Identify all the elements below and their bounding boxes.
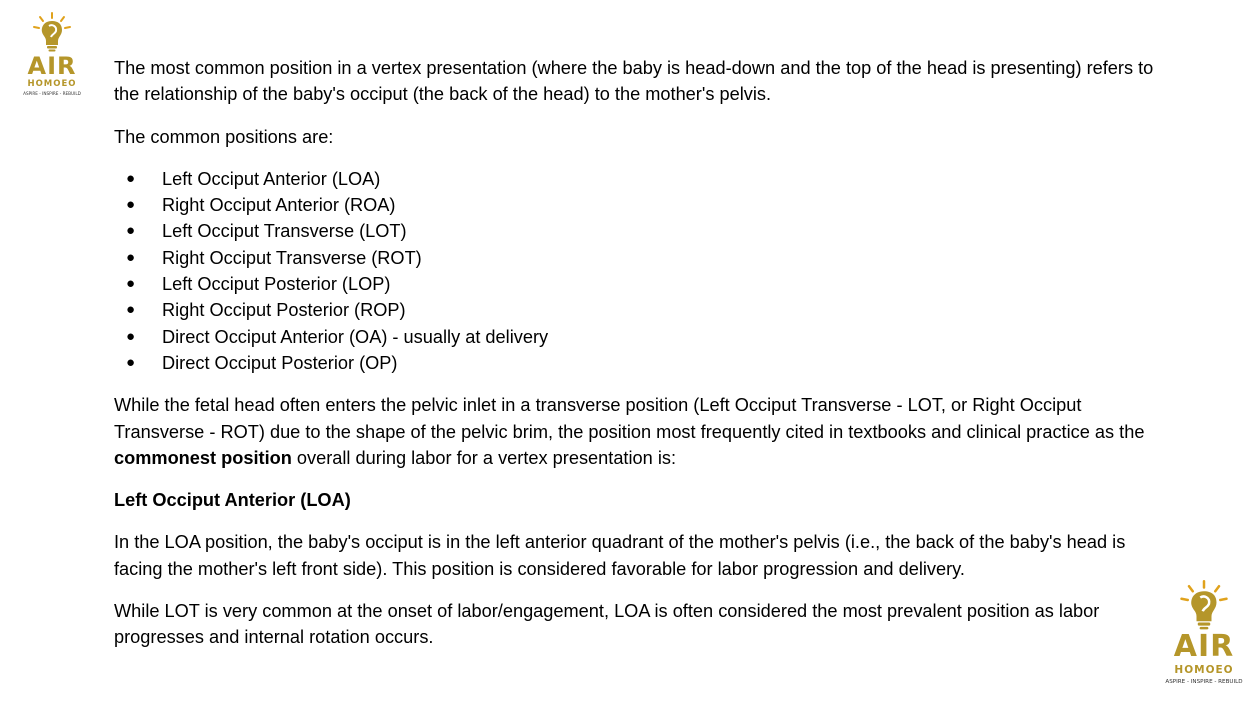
logo-tagline: ASPIRE - INSPIRE - REBUILD <box>1165 678 1243 685</box>
emphasis-text: commonest position <box>114 447 292 468</box>
brand-logo-bottom <box>1157 580 1251 685</box>
intro-paragraph: The most common position in a vertex presentation (where the baby is head-down and the top of the head is presenting) refers to the relationship of the baby's occiput (the back of the head) to the mother's pelvis. <box>114 58 1154 105</box>
list-item <box>114 245 1154 271</box>
list-intro: The common positions are: <box>114 126 334 147</box>
list-item-text: Right Occiput Transverse (ROT) <box>162 247 422 268</box>
document-body <box>114 55 1154 667</box>
logo-subtitle: HOMOEO <box>1174 664 1234 676</box>
lightbulb-head-icon <box>1179 580 1229 630</box>
list-item <box>114 218 1154 244</box>
bullet-icon: ● <box>126 222 136 240</box>
bullet-icon: ● <box>126 353 136 371</box>
list-item-text: Right Occiput Anterior (ROA) <box>162 195 396 216</box>
logo-wordmark: AIR <box>1173 629 1235 664</box>
bullet-icon: ● <box>126 196 136 214</box>
list-item-text: Left Occiput Anterior (LOA) <box>162 168 381 189</box>
brand-logo-top <box>14 12 90 96</box>
transverse-text-end: overall during labor for a vertex presentation is: <box>291 447 677 468</box>
list-item <box>114 166 1154 192</box>
list-item <box>114 271 1154 297</box>
positions-list <box>114 166 1154 376</box>
lightbulb-head-icon <box>32 12 72 52</box>
list-item <box>114 350 1154 376</box>
logo-subtitle: HOMOEO <box>27 79 77 89</box>
logo-wordmark: AIR <box>27 52 77 80</box>
transverse-text-start: While the fetal head often enters the pelvic inlet in a transverse position (Left Occiput Transverse - LOT, or Right Occiput Transverse - ROT) due to the shape of the pelvic brim, the position most frequently cited in textbooks and clinical practice as the <box>114 395 1145 442</box>
bullet-icon: ● <box>126 275 136 293</box>
list-item-text: Left Occiput Posterior (LOP) <box>162 274 391 295</box>
transverse-paragraph <box>114 392 1154 471</box>
bullet-icon: ● <box>126 301 136 319</box>
closing-paragraph: While LOT is very common at the onset of labor/engagement, LOA is often considered the most prevalent position as labor progresses and internal rotation occurs. <box>114 601 1100 648</box>
list-item <box>114 297 1154 323</box>
list-item-text: Right Occiput Posterior (ROP) <box>162 300 406 321</box>
bullet-icon: ● <box>126 248 136 266</box>
list-item-text: Direct Occiput Posterior (OP) <box>162 352 398 373</box>
list-item-text: Direct Occiput Anterior (OA) - usually at delivery <box>162 326 549 347</box>
list-item <box>114 192 1154 218</box>
bullet-icon: ● <box>126 327 136 345</box>
bullet-icon: ● <box>126 169 136 187</box>
loa-paragraph: In the LOA position, the baby's occiput is in the left anterior quadrant of the mother's pelvis (i.e., the back of the baby's head is facing the mother's left front side). This position is considered favorable for labor progression and delivery. <box>114 532 1126 579</box>
list-item <box>114 324 1154 350</box>
logo-tagline: ASPIRE - INSPIRE - REBUILD <box>23 90 81 96</box>
list-item-text: Left Occiput Transverse (LOT) <box>162 221 407 242</box>
answer-heading: Left Occiput Anterior (LOA) <box>114 490 351 511</box>
